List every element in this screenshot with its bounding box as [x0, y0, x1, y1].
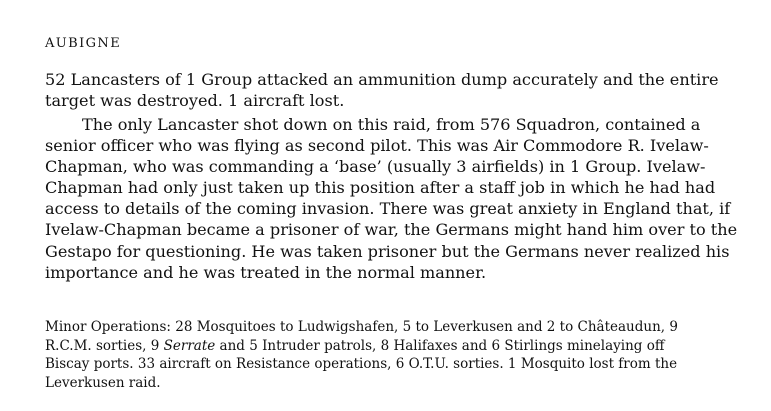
minor-operations-line: Biscay ports. 33 aircraft on Resistance operations, 6 O.T.U. sorties. 1 Mosquito lost from the	[45, 356, 678, 372]
paragraph-line: The only Lancaster shot down on this raid, from 576 Squadron, contained a	[82, 115, 701, 134]
minor-operations-line	[45, 337, 735, 356]
minor-operations-paragraph	[45, 318, 735, 392]
paragraph-line: senior officer who was flying as second pilot. This was Air Commodore R. Ivelaw-	[45, 136, 709, 156]
body-paragraph	[45, 114, 738, 283]
minor-operations-line: Leverkusen raid.	[45, 374, 161, 391]
minor-operations-line: Minor Operations: 28 Mosquitoes to Ludwigshafen, 5 to Leverkusen and 2 to Châteaudun, 9	[45, 319, 678, 335]
paragraph-line: 52 Lancasters of 1 Group attacked an ammunition dump accurately and the entire	[45, 70, 719, 89]
paragraph-line: Ivelaw-Chapman became a prisoner of war, the Germans might hand him over to the	[45, 220, 738, 240]
paragraph-line: access to details of the coming invasion. There was great anxiety in England that, if	[45, 199, 731, 219]
lead-paragraph	[45, 70, 735, 111]
minor-operations-text: and 5 Intruder patrols, 8 Halifaxes and 6 Stirlings minelaying off	[215, 337, 665, 354]
section-heading: AUBIGNE	[45, 36, 122, 51]
minor-operations-text: R.C.M. sorties, 9	[45, 337, 164, 354]
paragraph-line: Gestapo for questioning. He was taken prisoner but the Germans never realized his	[45, 241, 730, 261]
paragraph-line: importance and he was treated in the normal manner.	[45, 262, 487, 282]
paragraph-line: target was destroyed. 1 aircraft lost.	[45, 90, 345, 110]
serrate-italic-text: Serrate	[163, 337, 216, 354]
paragraph-line: Chapman, who was commanding a ‘base’ (usually 3 airfields) in 1 Group. Ivelaw-	[45, 157, 706, 177]
paragraph-line: Chapman had only just taken up this position after a staff job in which he had had	[45, 178, 716, 198]
